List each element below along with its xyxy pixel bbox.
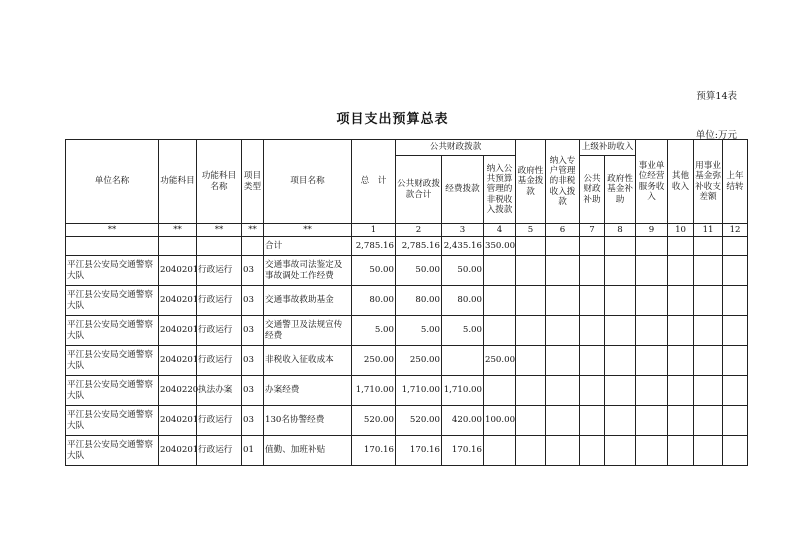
- project-type-cell: 03: [242, 256, 264, 286]
- empty-cell: [546, 256, 580, 286]
- total-cell: 80.00: [352, 286, 396, 316]
- func-subject-cell: 行政运行: [197, 286, 242, 316]
- empty-cell: [580, 237, 605, 256]
- col-nontax-special: 纳入专户管理的非税收入拨款: [546, 140, 580, 224]
- empty-cell: [546, 316, 580, 346]
- empty-cell: [516, 256, 546, 286]
- index-cell: 1: [352, 224, 396, 237]
- funding-cell: 5.00: [442, 316, 484, 346]
- empty-cell: [546, 237, 580, 256]
- empty-cell: [546, 286, 580, 316]
- empty-cell: [516, 376, 546, 406]
- public-total-cell: 170.16: [396, 436, 442, 466]
- total-cell: 520.00: [352, 406, 396, 436]
- empty-cell: [580, 406, 605, 436]
- col-nontax-in-budget: 纳入公共预算管理的非税收入拨款: [484, 156, 516, 224]
- total-label: 合计: [264, 237, 352, 256]
- func-subject-cell: 行政运行: [197, 346, 242, 376]
- empty-cell: [668, 316, 694, 346]
- index-cell: 6: [546, 224, 580, 237]
- func-subject-cell: 执法办案: [197, 376, 242, 406]
- empty-cell: [723, 316, 748, 346]
- budget-table: [65, 139, 748, 466]
- unit-name-cell: 平江县公安局交通警察大队: [66, 256, 159, 286]
- empty-cell: [580, 436, 605, 466]
- project-type-cell: 03: [242, 376, 264, 406]
- project-type-cell: 03: [242, 316, 264, 346]
- index-cell: **: [197, 224, 242, 237]
- project-type-cell: 03: [242, 286, 264, 316]
- page-title: 项目支出预算总表: [336, 112, 449, 127]
- public-total-cell: 250.00: [396, 346, 442, 376]
- nontax-cell: 250.00: [484, 346, 516, 376]
- col-last-year-carry: 上年结转: [723, 140, 748, 224]
- total-cell: 2,785.16: [352, 237, 396, 256]
- unit-label: 单位:万元: [695, 130, 737, 141]
- empty-cell: [580, 376, 605, 406]
- func-code-cell: 2040201: [159, 286, 197, 316]
- col-public-fin-total: 公共财政拨款合计: [396, 156, 442, 224]
- empty-cell: [580, 286, 605, 316]
- col-unit-name: 单位名称: [66, 140, 159, 224]
- project-name-cell: 交通警卫及法规宣传经费: [264, 316, 352, 346]
- empty-cell: [668, 436, 694, 466]
- project-type-cell: 01: [242, 436, 264, 466]
- func-code-cell: 2040201: [159, 346, 197, 376]
- table-row: [66, 346, 748, 376]
- empty-cell: [694, 346, 723, 376]
- func-code-cell: 2040201: [159, 256, 197, 286]
- empty-cell: [723, 346, 748, 376]
- table-row: [66, 406, 748, 436]
- unit-name-cell: 平江县公安局交通警察大队: [66, 406, 159, 436]
- empty-cell: [723, 237, 748, 256]
- col-inst-operating: 事业单位经营服务收入: [636, 140, 668, 224]
- empty-cell: [66, 237, 159, 256]
- total-cell: 250.00: [352, 346, 396, 376]
- empty-cell: [546, 436, 580, 466]
- empty-cell: [723, 406, 748, 436]
- funding-cell: 1,710.00: [442, 376, 484, 406]
- func-code-cell: 2040201: [159, 406, 197, 436]
- index-cell: **: [159, 224, 197, 237]
- total-cell: 5.00: [352, 316, 396, 346]
- table-row: [66, 316, 748, 346]
- empty-cell: [694, 237, 723, 256]
- funding-cell: 420.00: [442, 406, 484, 436]
- unit-name-cell: 平江县公安局交通警察大队: [66, 346, 159, 376]
- func-subject-cell: 行政运行: [197, 436, 242, 466]
- form-number: 预算14表: [696, 91, 737, 102]
- index-cell: 7: [580, 224, 605, 237]
- empty-cell: [636, 286, 668, 316]
- col-other-income: 其他收入: [668, 140, 694, 224]
- empty-cell: [516, 286, 546, 316]
- func-code-cell: 2040201: [159, 436, 197, 466]
- empty-cell: [580, 256, 605, 286]
- public-total-cell: 520.00: [396, 406, 442, 436]
- total-cell: 1,710.00: [352, 376, 396, 406]
- index-cell: 9: [636, 224, 668, 237]
- index-cell: 2: [396, 224, 442, 237]
- col-project-type: 项目类型: [242, 140, 264, 224]
- nontax-cell: [484, 376, 516, 406]
- project-name-cell: 值勤、加班补贴: [264, 436, 352, 466]
- empty-cell: [636, 346, 668, 376]
- index-cell: **: [66, 224, 159, 237]
- index-cell: **: [242, 224, 264, 237]
- empty-cell: [694, 406, 723, 436]
- unit-name-cell: 平江县公安局交通警察大队: [66, 286, 159, 316]
- col-inst-fund-deficit: 用事业基金弥补收支差额: [694, 140, 723, 224]
- empty-cell: [668, 237, 694, 256]
- funding-cell: 80.00: [442, 286, 484, 316]
- empty-cell: [694, 256, 723, 286]
- empty-cell: [723, 436, 748, 466]
- empty-cell: [546, 346, 580, 376]
- header-row-1: [66, 140, 748, 156]
- public-total-cell: 80.00: [396, 286, 442, 316]
- empty-cell: [580, 346, 605, 376]
- empty-cell: [668, 346, 694, 376]
- col-gov-fund: 政府性基金拨款: [516, 140, 546, 224]
- index-cell: 11: [694, 224, 723, 237]
- empty-cell: [516, 346, 546, 376]
- nontax-cell: [484, 256, 516, 286]
- func-code-cell: 2040201: [159, 316, 197, 346]
- empty-cell: [242, 237, 264, 256]
- funding-cell: 2,435.16: [442, 237, 484, 256]
- project-name-cell: 非税收入征收成本: [264, 346, 352, 376]
- empty-cell: [694, 436, 723, 466]
- table-row: [66, 436, 748, 466]
- project-type-cell: 03: [242, 406, 264, 436]
- index-cell: 8: [605, 224, 636, 237]
- func-subject-cell: 行政运行: [197, 256, 242, 286]
- nontax-cell: 100.00: [484, 406, 516, 436]
- empty-cell: [605, 316, 636, 346]
- public-total-cell: 5.00: [396, 316, 442, 346]
- empty-cell: [723, 256, 748, 286]
- empty-cell: [668, 376, 694, 406]
- empty-cell: [197, 237, 242, 256]
- empty-cell: [668, 406, 694, 436]
- project-name-cell: 办案经费: [264, 376, 352, 406]
- total-cell: 50.00: [352, 256, 396, 286]
- col-func-subject: 功能科目: [159, 140, 197, 224]
- empty-cell: [516, 406, 546, 436]
- empty-cell: [546, 406, 580, 436]
- funding-cell: 170.16: [442, 436, 484, 466]
- index-cell: 5: [516, 224, 546, 237]
- func-subject-cell: 行政运行: [197, 406, 242, 436]
- empty-cell: [636, 316, 668, 346]
- empty-cell: [636, 256, 668, 286]
- col-public-fin-subsidy: 公共财政补助: [580, 156, 605, 224]
- empty-cell: [516, 436, 546, 466]
- empty-cell: [516, 316, 546, 346]
- table-row: [66, 286, 748, 316]
- col-func-subject-name: 功能科目名称: [197, 140, 242, 224]
- project-type-cell: 03: [242, 346, 264, 376]
- func-code-cell: 2040220: [159, 376, 197, 406]
- empty-cell: [636, 406, 668, 436]
- empty-cell: [694, 316, 723, 346]
- index-cell: 4: [484, 224, 516, 237]
- empty-cell: [605, 436, 636, 466]
- empty-cell: [694, 376, 723, 406]
- empty-cell: [605, 286, 636, 316]
- empty-cell: [605, 406, 636, 436]
- unit-name-cell: 平江县公安局交通警察大队: [66, 376, 159, 406]
- table-row: [66, 256, 748, 286]
- public-total-cell: 2,785.16: [396, 237, 442, 256]
- public-total-cell: 1,710.00: [396, 376, 442, 406]
- func-subject-cell: 行政运行: [197, 316, 242, 346]
- empty-cell: [605, 237, 636, 256]
- empty-cell: [580, 316, 605, 346]
- empty-cell: [694, 286, 723, 316]
- unit-name-cell: 平江县公安局交通警察大队: [66, 436, 159, 466]
- empty-cell: [516, 237, 546, 256]
- project-name-cell: 交通事故救助基金: [264, 286, 352, 316]
- empty-cell: [636, 376, 668, 406]
- total-cell: 170.16: [352, 436, 396, 466]
- index-cell: 10: [668, 224, 694, 237]
- empty-cell: [668, 256, 694, 286]
- index-cell: 3: [442, 224, 484, 237]
- nontax-cell: [484, 436, 516, 466]
- col-public-fin: 公共财政拨款: [396, 140, 516, 156]
- nontax-cell: [484, 316, 516, 346]
- empty-cell: [605, 346, 636, 376]
- empty-cell: [546, 376, 580, 406]
- empty-cell: [605, 376, 636, 406]
- col-funding: 经费拨款: [442, 156, 484, 224]
- col-project-name: 项目名称: [264, 140, 352, 224]
- unit-name-cell: 平江县公安局交通警察大队: [66, 316, 159, 346]
- empty-cell: [605, 256, 636, 286]
- nontax-cell: [484, 286, 516, 316]
- project-name-cell: 130名协警经费: [264, 406, 352, 436]
- col-superior-subsidy: 上级补助收入: [580, 140, 636, 156]
- empty-cell: [723, 286, 748, 316]
- funding-cell: 50.00: [442, 256, 484, 286]
- nontax-cell: 350.00: [484, 237, 516, 256]
- total-row: [66, 237, 748, 256]
- col-gov-fund-subsidy: 政府性基金补助: [605, 156, 636, 224]
- index-cell: **: [264, 224, 352, 237]
- empty-cell: [723, 376, 748, 406]
- index-row: [66, 224, 748, 237]
- public-total-cell: 50.00: [396, 256, 442, 286]
- empty-cell: [636, 436, 668, 466]
- empty-cell: [159, 237, 197, 256]
- table-row: [66, 376, 748, 406]
- funding-cell: [442, 346, 484, 376]
- empty-cell: [636, 237, 668, 256]
- empty-cell: [668, 286, 694, 316]
- index-cell: 12: [723, 224, 748, 237]
- col-total: 总 计: [352, 140, 396, 224]
- project-name-cell: 交通事故司法鉴定及事故调处工作经费: [264, 256, 352, 286]
